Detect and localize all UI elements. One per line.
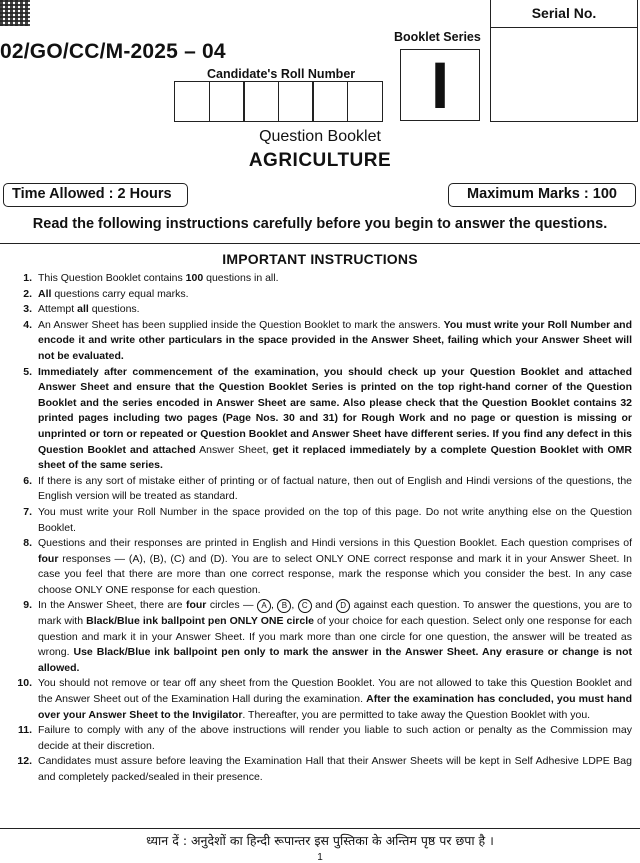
instruction-item (4, 365, 632, 474)
qr-code-icon (0, 0, 30, 26)
booklet-series-label: Booklet Series (394, 30, 481, 44)
instruction-text: If there is any sort of mistake either of printing or of factual nature, then out of English and Hindi versions of the questions, the English version will be treated as standard. (38, 474, 632, 503)
instruction-text: This Question Booklet contains 100 questions in all. (38, 272, 279, 284)
instruction-number: 2. (23, 287, 32, 300)
maximum-marks: Maximum Marks : 100 (448, 183, 636, 207)
instructions-list (4, 271, 632, 786)
instruction-text: Questions and their responses are printed in English and Hindi versions in this Question Booklet. Each question comprises of four responses — (A), (B), (C) and (D). You are to select ONLY ONE correct response and mark it in your Answer Sheet. In case you feel that there are more than one correct response, mark the response which you consider the best. In any case choose ONLY ONE response for each question. (38, 537, 632, 596)
booklet-title: Question Booklet (259, 128, 381, 145)
instruction-item (4, 287, 632, 303)
instruction-number: 4. (23, 318, 32, 331)
instruction-text: Failure to comply with any of the above instructions will render you liable to such action or penalty as the Commission may decide at their discretion. (38, 724, 632, 752)
hindi-note: ध्यान दें : अनुदेशों का हिन्दी रूपान्तर इस पुस्तिका के अन्तिम पृष्ठ पर छपा है । (146, 833, 494, 848)
instruction-item (4, 536, 632, 598)
read-instructions-notice: Read the following instructions carefully before you begin to answer the questions. (32, 216, 608, 232)
roll-number-cell[interactable] (209, 81, 245, 122)
time-allowed: Time Allowed : 2 Hours (3, 183, 188, 207)
roll-number-cell[interactable] (243, 81, 279, 122)
instruction-number: 3. (23, 303, 32, 316)
roll-number-boxes (174, 81, 381, 122)
instruction-text: You must write your Roll Number in the space provided on the top of this page. Do not write anything else on the Question Booklet. (38, 505, 632, 534)
instruction-number: 8. (23, 537, 32, 550)
roll-number-cell[interactable] (347, 81, 383, 122)
paper-code: 02/GO/CC/M-2025 – 04 (0, 40, 226, 63)
instruction-item (4, 271, 632, 287)
instruction-number: 1. (23, 272, 32, 284)
instruction-number: 7. (23, 505, 32, 518)
booklet-series-box (400, 49, 480, 121)
subject-title: AGRICULTURE (248, 150, 392, 171)
roll-number-cell[interactable] (174, 81, 210, 122)
serial-number-label: Serial No. (490, 0, 638, 28)
instruction-item (4, 302, 632, 318)
instruction-text: Candidates must assure before leaving the Examination Hall that their Answer Sheets will be kept in Self Adhesive LDPE Bag and completely packed/sealed in their presence. (38, 755, 632, 783)
instruction-number: 6. (23, 474, 32, 487)
divider (0, 828, 640, 829)
roll-number-label: Candidate's Roll Number (207, 67, 356, 81)
instruction-number: 12. (17, 755, 32, 768)
instruction-number: 10. (17, 677, 32, 690)
instruction-item (4, 318, 632, 365)
instruction-number: 9. (23, 599, 32, 612)
instruction-text: Immediately after commencement of the examination, you should check up your Question Booklet and attached Answer Sheet and ensure that the Question Booklet Series is printed on the top right-hand corner of the Question Booklet and the series encoded in Answer Sheet are same. Also please check that the Question Booklet contains 32 printed pages including two pages (Page Nos. 30 and 31) for Rough Work and no page or question is missing or unprinted or torn or repeated or Question Booklet and Answer Sheet have different series. If you find any defect in this Question Booklet and attached Answer Sheet, get it replaced immediately by a complete Question Booklet with OMR sheet of the same series. (38, 365, 632, 472)
instruction-text: Attempt all questions. (38, 303, 140, 316)
roll-number-cell[interactable] (312, 81, 348, 122)
divider (0, 243, 640, 244)
instruction-item (4, 505, 632, 536)
instruction-text: In the Answer Sheet, there are four circles — A , B , C and D against each question. To answer the questions, you are to mark with Black/Blue ink ballpoint pen ONLY ONE circle of your choice for each question. Select only one response for each question and mark it in your Answer Sheet. If you mark more than one circle for one question, the answer will be treated as wrong. Use Black/Blue ink ballpoint pen only to mark the answer in the Answer Sheet. Any erasure or change is not allowed. (38, 599, 632, 674)
instruction-number: 5. (23, 365, 32, 378)
instruction-text: You should not remove or tear off any sheet from the Question Booklet. You are not allowed to take this Question Booklet and the Answer Sheet out of the Examination Hall during the examination. After the examination has concluded, you must hand over your Answer Sheet to the Invigilator. Thereafter, you are permitted to take away the Question Booklet with you. (38, 677, 632, 721)
instruction-item (4, 598, 632, 676)
instruction-item (4, 676, 632, 723)
page-number: 1 (317, 852, 323, 863)
booklet-series-value: I (430, 48, 450, 122)
instruction-number: 11. (17, 724, 32, 737)
roll-number-cell[interactable] (278, 81, 314, 122)
instruction-item (4, 474, 632, 505)
instruction-item (4, 754, 632, 785)
instruction-item (4, 723, 632, 754)
instruction-text: All questions carry equal marks. (38, 287, 189, 300)
instructions-heading: IMPORTANT INSTRUCTIONS (222, 251, 418, 267)
instruction-text: An Answer Sheet has been supplied inside the Question Booklet to mark the answers. You must write your Roll Number and encode it and write other particulars in the space provided in the Answer Sheet, failing which your Answer Sheet will not be evaluated. (38, 318, 632, 362)
